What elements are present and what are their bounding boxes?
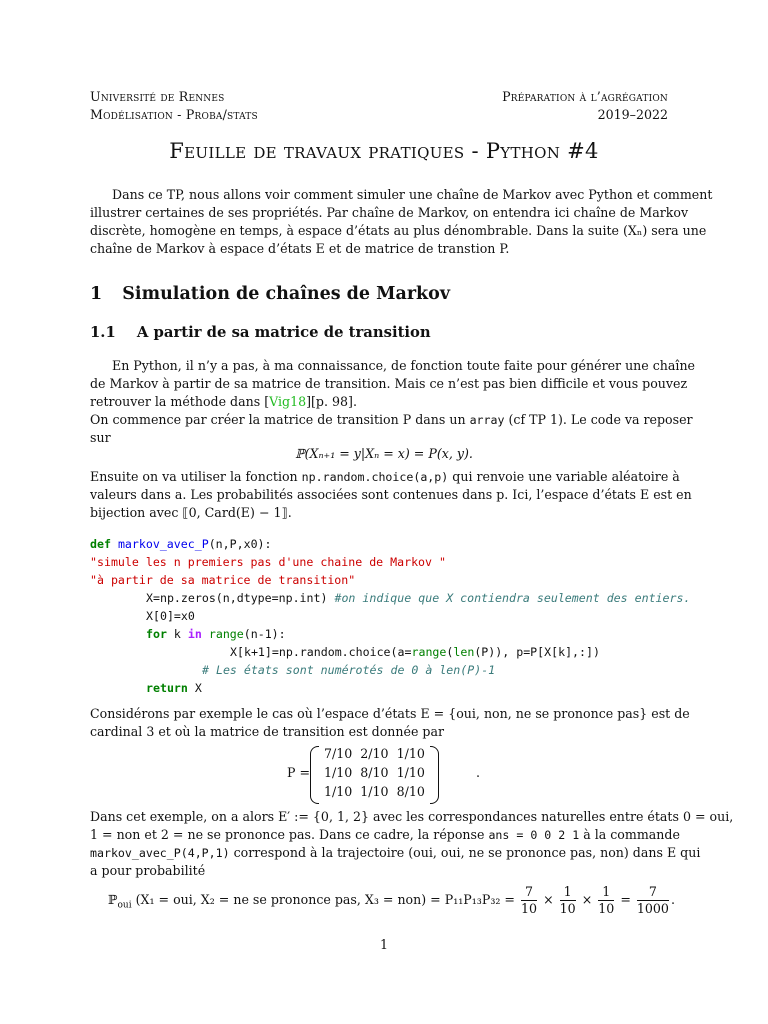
intro-line: discrète, homogène en temps, à espace d’états au plus dénombrable. Dans la suite (Xₙ) sera une xyxy=(90,223,707,238)
text-fragment: ][p. 98]. xyxy=(306,394,357,409)
subsection-heading xyxy=(90,324,431,342)
fraction xyxy=(637,884,669,917)
code-text: (P)), p=P[X[k],:]) xyxy=(474,645,600,659)
fraction-numerator: 1 xyxy=(560,884,576,901)
text-fragment: (cf TP 1). Le code va reposer xyxy=(504,412,693,427)
intro-line: illustrer certaines de ses propriétés. Par chaîne de Markov, on entendra ici chaîne de Markov xyxy=(90,205,689,220)
formula-operator: = xyxy=(620,892,631,907)
code-text: ( xyxy=(446,645,454,659)
fraction-numerator: 1 xyxy=(598,884,614,901)
code-text: k xyxy=(166,627,188,641)
citation-link[interactable]: Vig18 xyxy=(269,394,307,409)
text-line: de Markov à partir de sa matrice de transition. Mais ce n’est pas bien difficile et vous pouvez xyxy=(90,376,688,391)
text-line: a pour probabilité xyxy=(90,863,206,878)
code-builtin: range xyxy=(411,645,447,659)
code-line: X[0]=x0 xyxy=(146,609,195,623)
subsection-number: 1.1 xyxy=(90,324,116,341)
paragraph-trajectory xyxy=(90,808,734,880)
code-docstring: "simule les n premiers pas d'une chaine de Markov " xyxy=(90,555,446,569)
code-comment: # Les états sont numérotés de 0 à len(P)-1 xyxy=(202,663,496,677)
code-line xyxy=(90,535,690,553)
intro-paragraph xyxy=(90,186,713,258)
code-comment: #on indique que X contiendra seulement des entiers. xyxy=(334,591,691,605)
section-number: 1 xyxy=(90,284,103,304)
code-line xyxy=(90,643,690,661)
text-fragment: à la commande xyxy=(579,827,680,842)
intro-line: chaîne de Markov à espace d’états E et de matrice de transtion P. xyxy=(90,241,510,256)
matrix-left-paren xyxy=(310,746,319,804)
text-line: Dans cet exemple, on a alors E′ := {0, 1, 2} avec les correspondances naturelles entre états 0 = oui, xyxy=(90,809,734,824)
text-fragment: Ensuite on va utiliser la fonction xyxy=(90,469,302,484)
text-line xyxy=(90,826,680,844)
header-years: 2019–2022 xyxy=(597,107,668,122)
matrix-cell: 7/10 xyxy=(324,746,353,761)
code-function-name: markov_avec_P xyxy=(117,537,209,551)
transition-matrix xyxy=(320,744,429,801)
text-line: sur xyxy=(90,430,111,445)
page-title: Feuille de travaux pratiques - Python #4 xyxy=(169,139,599,163)
fraction-denominator: 1000 xyxy=(636,901,669,916)
text-line xyxy=(90,411,693,429)
formula-period: . xyxy=(670,892,675,907)
matrix-row xyxy=(320,763,429,782)
paragraph-method xyxy=(90,357,696,447)
code-keyword: return xyxy=(146,681,188,695)
inline-code: array xyxy=(469,413,505,427)
matrix-cell: 1/10 xyxy=(324,765,353,780)
code-docstring: "à partir de sa matrice de transition" xyxy=(90,573,356,587)
fraction-numerator: 7 xyxy=(637,884,669,901)
formula-transition: ℙ(Xₙ₊₁ = y|Xₙ = x) = P(x, y). xyxy=(295,446,473,461)
code-text: X=np.zeros(n,dtype=np.int) xyxy=(146,591,335,605)
matrix-row xyxy=(320,782,429,801)
matrix-period: . xyxy=(476,765,481,780)
formula-probability xyxy=(108,884,675,917)
text-fragment: On commence par créer la matrice de transition P dans un xyxy=(90,412,470,427)
code-keyword: in xyxy=(187,627,202,641)
paragraph-random-choice xyxy=(90,468,692,522)
formula-operator: × xyxy=(543,892,554,907)
fraction-denominator: 10 xyxy=(598,901,615,916)
text-line xyxy=(90,393,668,411)
section-heading xyxy=(90,285,450,303)
fraction xyxy=(598,884,614,917)
formula-subscript: oui xyxy=(117,900,132,911)
matrix-cell: 1/10 xyxy=(396,746,425,761)
code-block xyxy=(90,535,690,697)
text-fragment: retrouver la méthode dans [ xyxy=(90,394,270,409)
page-number: 1 xyxy=(379,937,388,952)
text-line xyxy=(90,844,701,862)
matrix-cell: 2/10 xyxy=(360,746,389,761)
subsection-title: A partir de sa matrice de transition xyxy=(136,324,431,341)
code-text: X xyxy=(187,681,202,695)
code-line xyxy=(90,625,690,643)
code-keyword: for xyxy=(146,627,167,641)
formula-operator: × xyxy=(581,892,593,907)
code-builtin: len xyxy=(453,645,475,659)
inline-code: markov_avec_P(4,P,1) xyxy=(90,846,230,860)
header-course: Modélisation - Proba/stats xyxy=(90,107,258,122)
matrix-cell: 1/10 xyxy=(324,784,353,799)
header-university: Université de Rennes xyxy=(90,89,225,104)
matrix-cell: 8/10 xyxy=(396,784,425,799)
text-line: bijection avec ⟦0, Card(E) − 1⟧. xyxy=(90,505,292,520)
fraction-numerator: 7 xyxy=(521,884,537,901)
matrix-table xyxy=(320,744,429,801)
text-line: cardinal 3 et où la matrice de transition est donnée par xyxy=(90,724,444,739)
code-text xyxy=(202,627,209,641)
code-keyword: def xyxy=(90,537,111,551)
formula-text: (X₁ = oui, X₂ = ne se prononce pas, X₃ = non) = P₁₁P₁₃P₃₂ = xyxy=(131,892,515,907)
code-text: X[k+1]=np.random.choice(a= xyxy=(230,645,412,659)
matrix-cell: 8/10 xyxy=(360,765,389,780)
code-line xyxy=(90,589,690,607)
text-fragment: qui renvoie une variable aléatoire à xyxy=(448,469,680,484)
code-builtin: range xyxy=(208,627,244,641)
text-fragment: 1 = non et 2 = ne se prononce pas. Dans ce cadre, la réponse xyxy=(90,827,489,842)
matrix-label: P = xyxy=(287,765,311,780)
text-line: Considérons par exemple le cas où l’espace d’états E = {oui, non, ne se prononce pas} est de xyxy=(90,706,690,721)
fraction-denominator: 10 xyxy=(559,901,576,916)
matrix-cell: 1/10 xyxy=(360,784,389,799)
text-line: valeurs dans a. Les probabilités associées sont contenues dans p. Ici, l’espace d’états E est en xyxy=(90,487,692,502)
code-line xyxy=(90,679,690,697)
fraction xyxy=(560,884,576,917)
intro-line: Dans ce TP, nous allons voir comment simuler une chaîne de Markov avec Python et comment xyxy=(112,187,713,202)
text-line xyxy=(90,468,680,486)
matrix-row xyxy=(320,744,429,763)
text-fragment: correspond à la trajectoire (oui, oui, ne se prononce pas, non) dans E qui xyxy=(229,845,701,860)
matrix-cell: 1/10 xyxy=(396,765,425,780)
fraction xyxy=(521,884,537,917)
matrix-right-paren xyxy=(430,746,439,804)
fraction-denominator: 10 xyxy=(521,901,538,916)
paragraph-example xyxy=(90,705,690,741)
code-text: (n-1): xyxy=(243,627,286,641)
code-args: (n,P,x0): xyxy=(208,537,272,551)
text-line: En Python, il n’y a pas, à ma connaissance, de fonction toute faite pour générer une chaîne xyxy=(112,358,696,373)
inline-code: np.random.choice(a,p) xyxy=(301,470,449,484)
header-prep: Préparation à l’agrégation xyxy=(502,89,668,104)
inline-code: ans = 0 0 2 1 xyxy=(488,828,580,842)
section-title: Simulation de chaînes de Markov xyxy=(122,284,451,304)
formula-symbol: ℙ xyxy=(108,892,118,907)
